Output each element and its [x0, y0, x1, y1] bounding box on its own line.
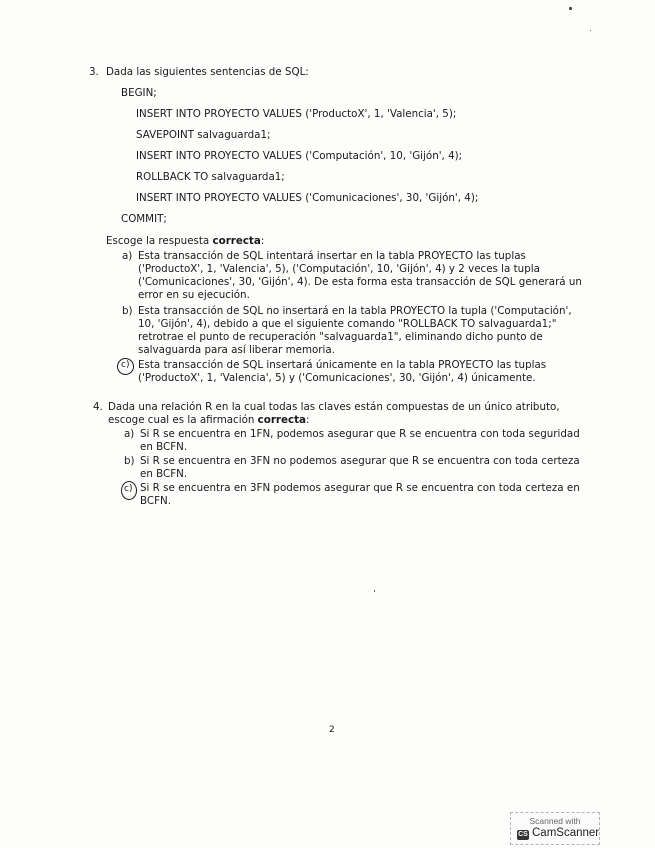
- option-label: b): [124, 455, 135, 467]
- option-line: Si R se encuentra en 3FN podemos asegurar que R se encuentra con toda certeza en: [140, 482, 580, 494]
- option-line: Esta transacción de SQL insertará únicamente en la tabla PROYECTO las tuplas: [138, 359, 547, 371]
- q3-instruction: Escoge la respuesta correcta:: [106, 235, 265, 247]
- option-line: Si R se encuentra en 3FN no podemos asegurar que R se encuentra con toda certeza: [140, 455, 580, 467]
- code-line: INSERT INTO PROYECTO VALUES ('Comunicaciones', 30, 'Gijón', 4);: [136, 192, 479, 204]
- q4-number: 4.: [93, 401, 103, 413]
- code-line: INSERT INTO PROYECTO VALUES ('ProductoX', 1, 'Valencia', 5);: [136, 108, 457, 120]
- option-label: c): [121, 360, 130, 370]
- option-line: Esta transacción de SQL intentará insertar en la tabla PROYECTO las tuplas: [138, 250, 526, 262]
- scan-speck: [590, 30, 591, 31]
- code-line: ROLLBACK TO salvaguarda1;: [136, 171, 285, 183]
- option-line: ('ProductoX', 1, 'Valencia', 5), ('Computación', 10, 'Gijón', 4) y 2 veces la tupla: [138, 263, 540, 275]
- q3-prompt: Dada las siguientes sentencias de SQL:: [106, 66, 309, 78]
- option-line: ('Comunicaciones', 30, 'Gijón', 4). De esta forma esta transacción de SQL generará un: [138, 276, 582, 288]
- code-line: COMMIT;: [121, 213, 167, 225]
- camscanner-watermark: [510, 812, 600, 845]
- q4-prompt-line: Dada una relación R en la cual todas las claves están compuestas de un único atributo,: [108, 401, 560, 413]
- option-label: b): [122, 305, 133, 317]
- option-label: a): [124, 428, 135, 440]
- option-line: ('ProductoX', 1, 'Valencia', 5) y ('Comunicaciones', 30, 'Gijón', 4) únicamente.: [138, 372, 536, 384]
- q3-number: 3.: [89, 66, 99, 78]
- code-line: BEGIN;: [121, 87, 157, 99]
- scan-speck: [569, 7, 572, 10]
- page-number: 2: [329, 725, 335, 735]
- option-line: error en su ejecución.: [138, 289, 250, 301]
- option-line: 10, 'Gijón', 4), debido a que el siguiente comando "ROLLBACK TO salvaguarda1;": [138, 318, 557, 330]
- code-line: SAVEPOINT salvaguarda1;: [136, 129, 271, 141]
- option-line: BCFN.: [140, 495, 171, 507]
- correct-emphasis: correcta: [212, 235, 261, 247]
- option-line: en BCFN.: [140, 468, 188, 480]
- option-line: en BCFN.: [140, 441, 188, 453]
- camscanner-logo-icon: CS: [518, 831, 528, 838]
- option-line: Esta transacción de SQL no insertará en la tabla PROYECTO la tupla ('Computación',: [138, 305, 572, 317]
- correct-emphasis: correcta: [257, 414, 306, 426]
- watermark-brand: CamScanner: [532, 827, 600, 839]
- q4-prompt-line: escoge cual es la afirmación correcta:: [108, 414, 310, 426]
- watermark-caption: Scanned with: [529, 816, 581, 826]
- code-line: INSERT INTO PROYECTO VALUES ('Computación', 10, 'Gijón', 4);: [136, 150, 463, 162]
- option-line: Si R se encuentra en 1FN, podemos asegurar que R se encuentra con toda seguridad: [140, 428, 580, 440]
- option-label: a): [122, 250, 133, 262]
- scan-speck: [374, 590, 375, 592]
- option-line: salvaguarda para así liberar memoria.: [138, 344, 335, 356]
- option-line: retrotrae el punto de recuperación "salvaguarda1", eliminando dicho punto de: [138, 331, 543, 343]
- option-label: c): [124, 484, 133, 494]
